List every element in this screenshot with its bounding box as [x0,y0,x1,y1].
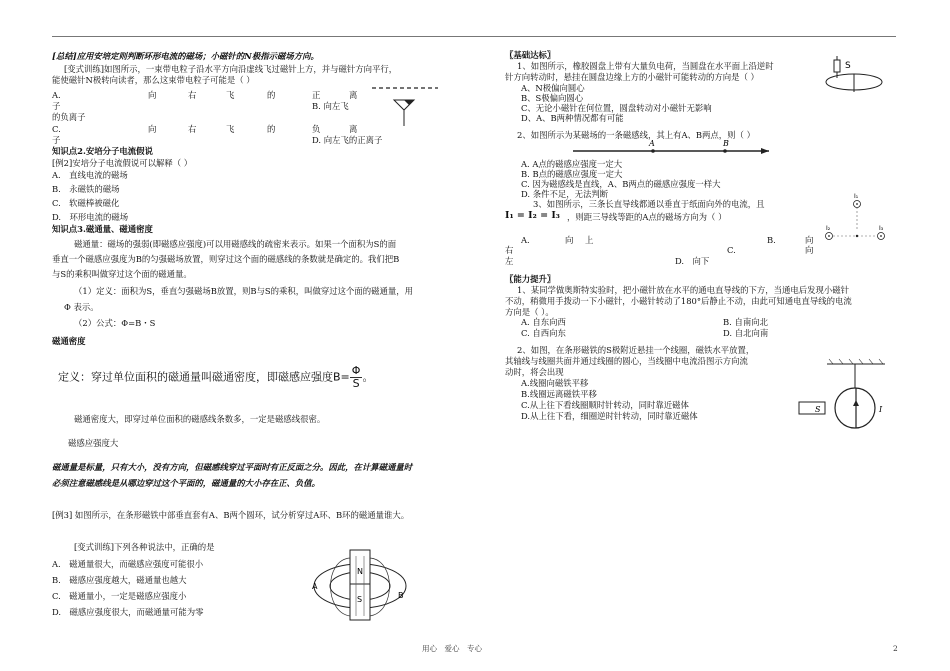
q1-option-c: C、无论小磁针在何位置，圆盘转动对小磁针无影响 [521,103,712,113]
flux-density-note: 磁通密度大，即穿过单位面积的磁感线条数多，一定是磁感线很密。 [74,414,326,424]
example-3-question: [例3] 如图所示，在条形磁铁中部垂直套有A、B两个圆环，试分析穿过A环、B环的磁通量谁大。 [52,510,410,520]
adv1-line-2: 不动，稍微用手拨动一下小磁针，小磁针转动了180°后静止不动，由此可知通电直导线的电流 [505,296,852,306]
basic-section-title: 〖基础达标〗 [505,50,556,60]
q1-option-a: A、N极偏向圆心 [521,83,585,93]
variant-1-option-b: B. 向左飞 [312,101,349,111]
q3-option-c-value: 向 [805,245,814,255]
q3-equation: I₁ = I₂ = I₃ [505,210,560,221]
q3-fig-label-i2: I₂ [826,225,831,232]
variant-3-title: [变式训练]下列各种说法中，正确的是 [74,542,215,552]
variant-1-option-a-tail: 子 [52,101,61,111]
q3-option-c-label: C. [727,245,736,255]
variant-1-option-c-tail: 子 [52,135,61,145]
definition-line-2: Φ 表示。 [64,302,99,312]
q2-line-1: 2、如图所示为某磁场的一条磁感线，其上有A、B两点，则（ ） [517,130,755,140]
fig-label-n: N [357,567,363,576]
fig-label-b: B [398,591,404,600]
fig-label-s: S [357,595,363,604]
variant-1-option-b-tail: 的负离子 [52,112,86,122]
adv2-fig-label-i: I [879,405,883,414]
adv1-option-c: C. 自西向东 [521,328,566,338]
variant-1-line-1: [变式训练]如图所示，一束带电粒子沿水平方向沿虚线飞过磁针上方，并与磁针方向平行， [64,64,398,74]
variant-3-option-b: B. 磁感应强度越大，磁通量也越大 [52,575,187,585]
q2-fig-label-b: B [723,139,729,148]
adv2-line-2: 其轴线与线圈共面并通过线圈的圆心，当线圈中电流沿图示方向流 [505,356,748,366]
flux-paragraph-line-2: 垂直一个磁感应强度为B的匀强磁场放置，则穿过这个面的磁感线的条数就是确定的。我们把B [52,254,400,264]
q3-line-2: ，则距三导线等距的A点的磁场方向为（ ） [567,212,727,222]
adv1-option-a: A. 自东向西 [521,317,566,327]
adv2-option-c: C.从上往下看线圈顺时针转动，同时靠近磁体 [521,400,689,410]
knowledge-point-3-title: 知识点3.磁通量、磁通密度 [52,224,153,234]
variant-3-option-a: A. 磁通量很大，而磁感应强度可能很小 [52,559,204,569]
example-2-question: [例2]安培分子电流假说可以解释（ ） [52,158,193,168]
page-footer: 用心 爱心 专心 [422,644,482,653]
q3-fig-label-i1: I₁ [854,193,859,200]
example-2-option-b: B. 永磁铁的磁场 [52,184,120,194]
field-line-figure [573,138,773,158]
adv2-option-a: A.线圈向磁铁平移 [521,378,589,388]
q3-fig-label-i3: I₃ [879,225,884,232]
magnet-coil-figure [797,358,893,442]
q2-option-c: C. 因为磁感线是直线，A、B两点的磁感应强度一样大 [521,179,721,189]
flux-paragraph-line-1: 磁通量：磁场的强弱(即磁感应强度)可以用磁感线的疏密来表示。如果一个面积为S的面 [74,239,397,249]
variant-1-line-2: 能使磁针N极转向读者，那么这束带电粒子可能是（ ） [52,75,255,85]
flux-density-title: 磁通密度 [52,336,86,346]
adv1-line-3: 方向是（ ）。 [505,307,554,317]
q2-option-b: B. B点的磁感应强度一定大 [521,169,623,179]
flux-fraction: $\frac{\Phi}{S}$ [351,364,361,391]
adv2-fig-label-s: S [815,405,821,414]
adv1-option-d: D. 自北向南 [723,328,769,338]
variant-3-option-d: D. 磁感应强度很大，而磁通量可能为零 [52,607,204,617]
needle-flag-figure [370,84,440,128]
adv2-option-d: D.从上往下看，细圈逆时针转动，同时靠近磁体 [521,411,698,421]
adv2-line-1: 2、如图，在条形磁铁的S极附近悬挂一个线圈，磁铁水平放置， [517,345,755,355]
disc-needle-figure [823,54,885,94]
magnet-rings-figure [310,546,418,630]
q1-line-1: 1、如图所示，橡胶圆盘上带有大量负电荷，当圆盘在水平面上沿逆时 [517,61,774,71]
q1-fig-label-s: S [845,61,851,71]
adv1-line-1: 1、某同学做奥斯特实验时，把小磁针放在水平的通电直导线的下方，当通电后发现小磁针 [517,285,849,295]
q2-fig-label-a: A [649,139,655,148]
fig-label-a: A [312,582,318,591]
flux-formula: （2）公式：Φ=B・S [74,318,156,328]
adv2-line-3: 动时，将会出现 [505,367,564,377]
variant-1-option-d: D. 向左飞的正离子 [312,135,383,145]
q2-option-d: D. 条件不足，无法判断 [521,189,609,199]
flux-density-definition: 定义：穿过单位面积的磁通量叫磁通密度，即磁感应强度B= $\frac{\Phi}{S}$ 。 [58,364,374,391]
adv1-option-b: B. 自南向北 [723,317,768,327]
header-rule [52,36,896,37]
variant-3-option-c: C. 磁通量小，一定是磁感应强度小 [52,591,187,601]
scalar-note-line-1: 磁通量是标量，只有大小，没有方向，但磁感线穿过平面时有正反面之分。因此，在计算磁通量时 [52,462,413,472]
flux-paragraph-line-3: 与S的乘积叫做穿过这个面的磁通量。 [52,269,192,279]
definition-line-1: （1）定义：面积为S，垂直匀强磁场B放置，则B与S的乘积，叫做穿过这个面的磁通量，用 [74,286,413,296]
knowledge-point-2-title: 知识点2.安培分子电流假说 [52,146,153,156]
page-number: 2 [893,644,898,653]
q1-option-d: D、A、B两种情况都有可能 [521,113,624,123]
scalar-note-line-2: 必须注意磁感线是从哪边穿过这个平面的，磁通量的大小存在正、负值。 [52,478,320,488]
q3-option-d: D. 向下 [675,256,710,266]
q2-option-a: A. A点的磁感应强度一定大 [521,159,623,169]
summary-1: [总结]应用安培定则判断环形电流的磁场；小磁针的N极指示磁场方向。 [52,51,319,61]
q3-option-b-tail: 右 [505,245,514,255]
advanced-section-title: 〖能力提升〗 [505,274,556,284]
q3-line-1: 3、如图所示，三条长直导线都通以垂直于纸面向外的电流，且 [533,199,765,209]
three-wires-figure [823,190,889,252]
q1-option-b: B、S极偏向圆心 [521,93,584,103]
example-2-option-c: C. 软磁棒被磁化 [52,198,120,208]
example-2-option-a: A. 直线电流的磁场 [52,170,128,180]
adv2-option-b: B.线圈远离磁铁平移 [521,389,597,399]
q3-option-c-tail: 左 [505,256,514,266]
induction-strength-label: 磁感应强度大 [68,438,119,448]
q1-line-2: 针方向转动时，悬挂在圆盘边缘上方的小磁针可能转动的方向是（ ） [505,72,759,82]
example-2-option-d: D. 环形电流的磁场 [52,212,129,222]
